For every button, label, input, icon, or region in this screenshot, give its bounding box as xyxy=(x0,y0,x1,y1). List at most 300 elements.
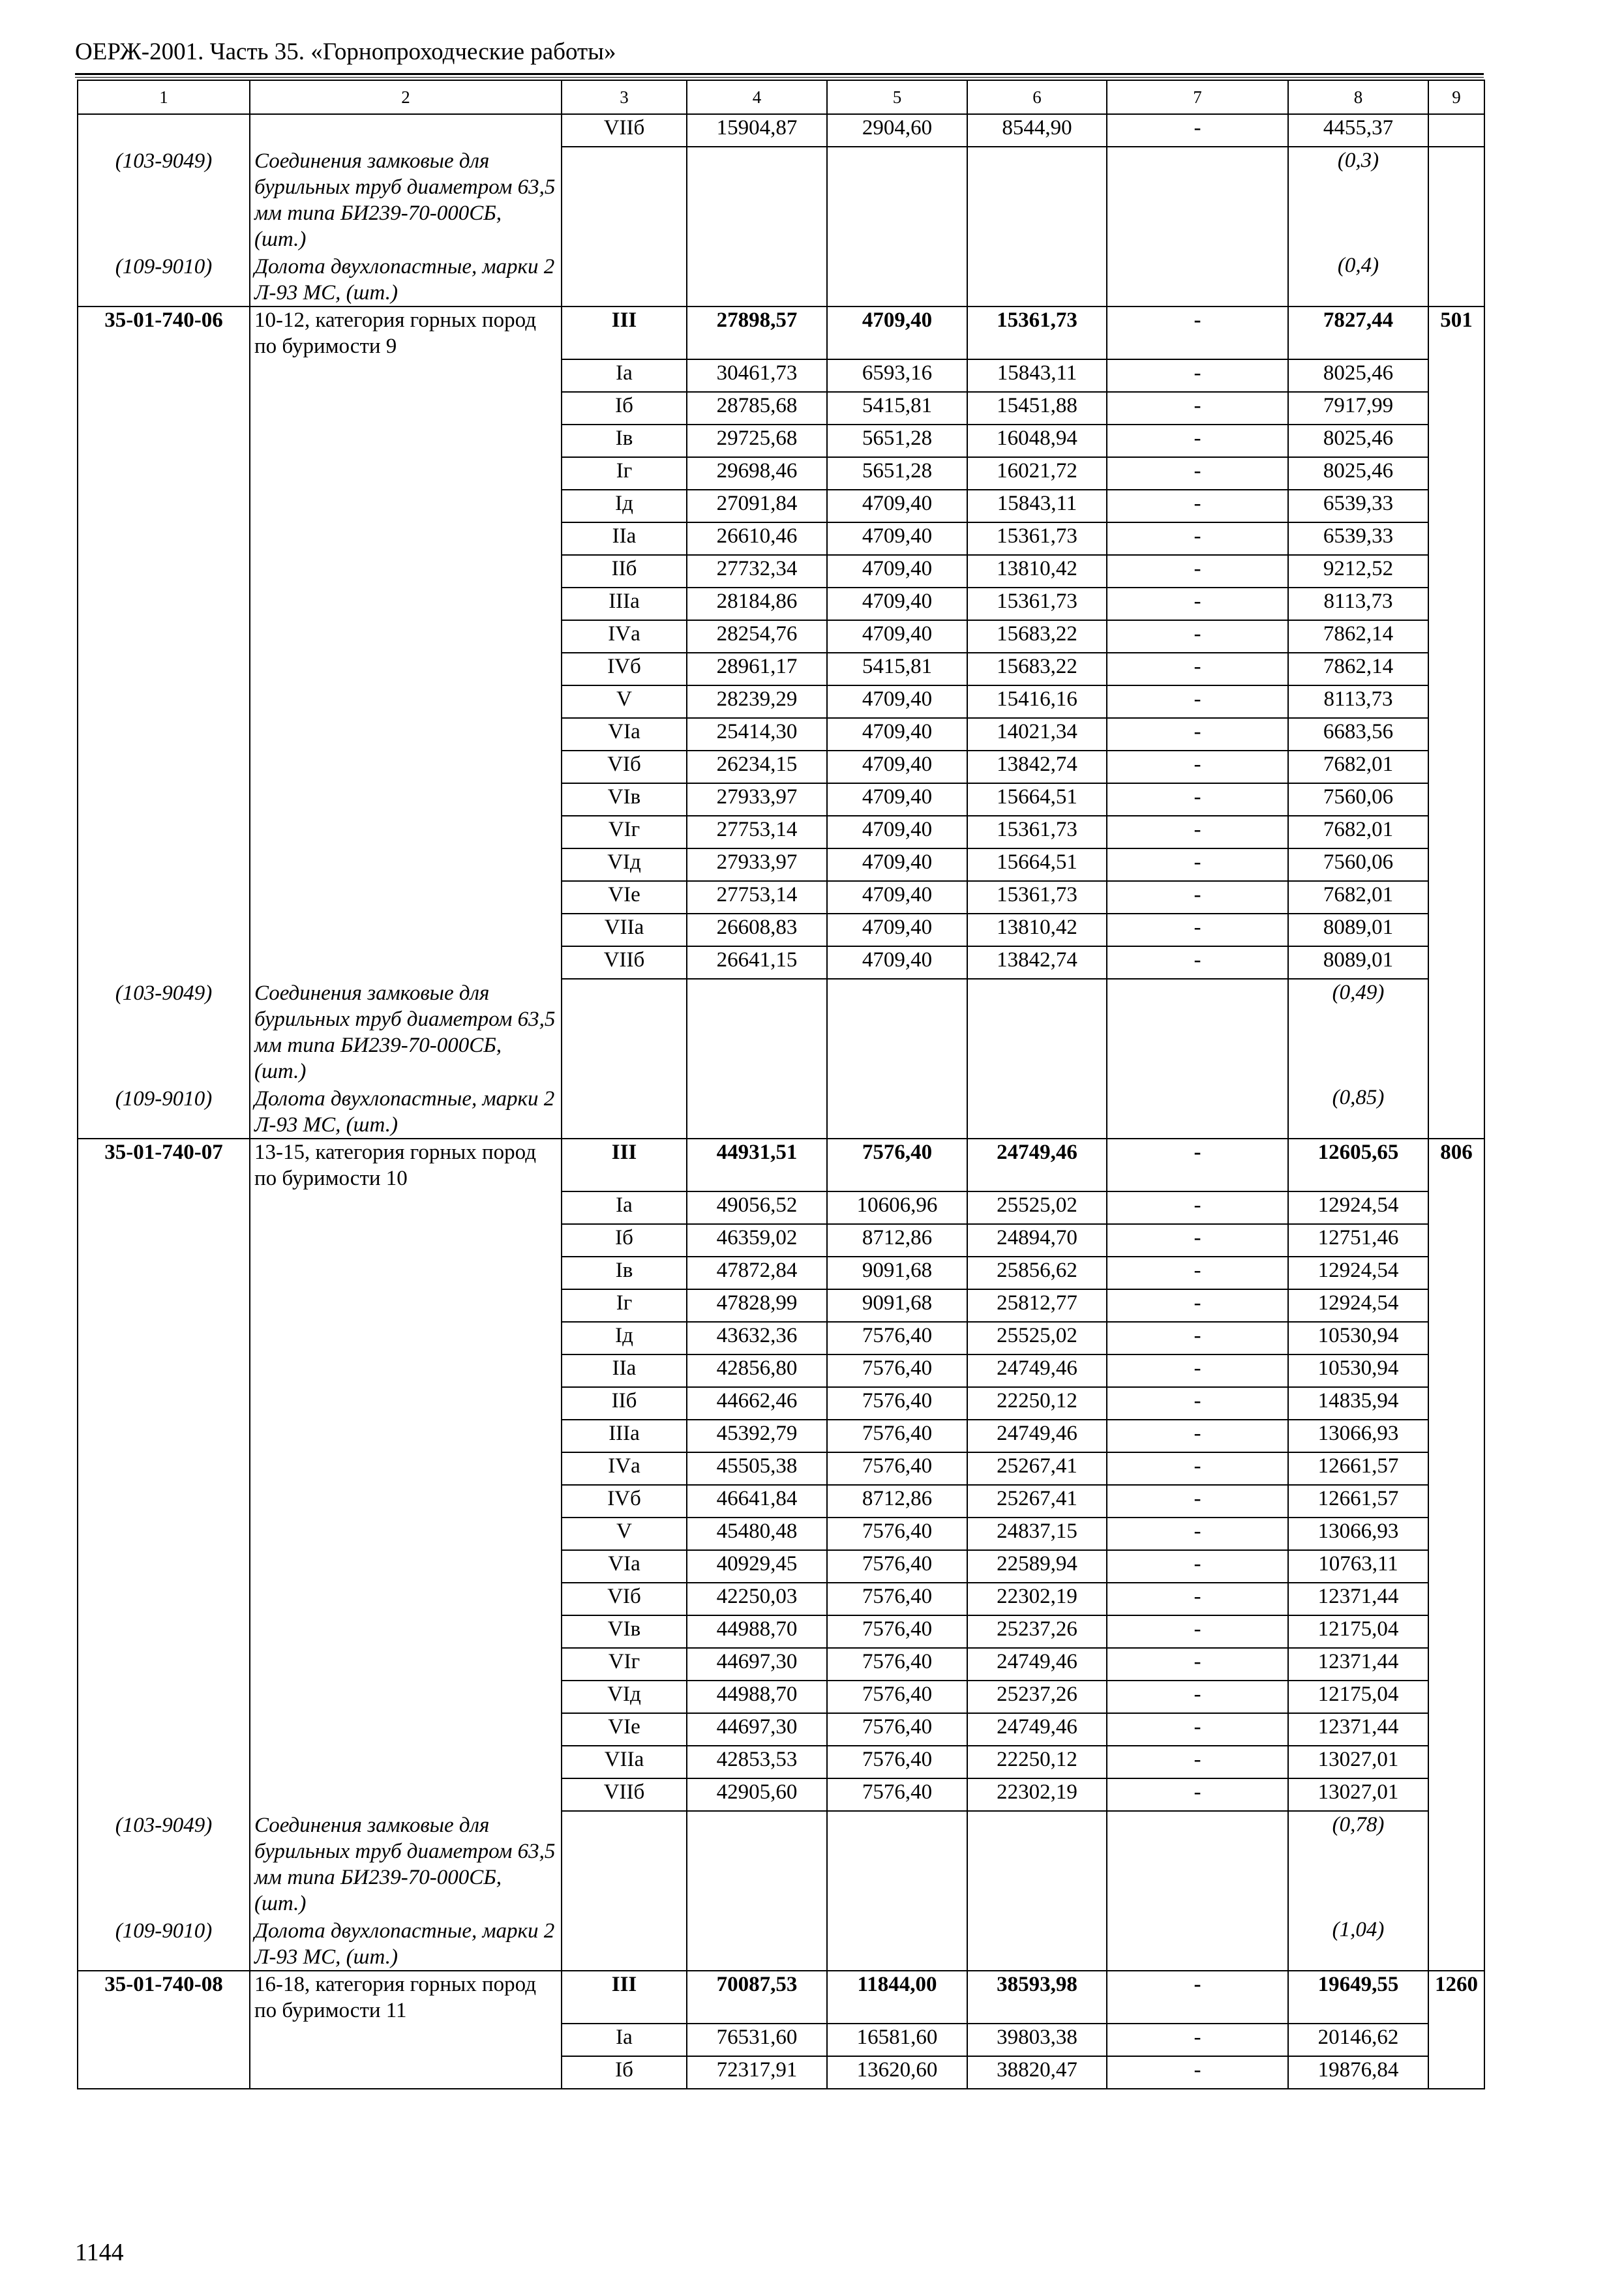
zone-cell: VIе xyxy=(562,1713,687,1746)
direct-cost-cell: 29725,68 xyxy=(687,425,827,457)
column-number: 2 xyxy=(250,80,562,114)
driver-wages-cell: - xyxy=(1107,751,1288,783)
zone-cell: III xyxy=(562,1971,687,2024)
driver-wages-cell: - xyxy=(1107,914,1288,946)
driver-wages-cell: - xyxy=(1107,588,1288,620)
zone-cell: Iб xyxy=(562,2056,687,2089)
rates-table-body xyxy=(78,80,1484,2089)
rate-description-cell xyxy=(250,914,562,946)
wages-cell: 4709,40 xyxy=(827,946,967,979)
zone-cell: Iд xyxy=(562,490,687,522)
table-row xyxy=(78,620,1484,653)
direct-cost-cell: 72317,91 xyxy=(687,2056,827,2089)
material-name-cell: Соединения замковые для бурильных труб диаметром 63,5 мм типа БИ239-70-000СБ, (шт.) xyxy=(250,147,562,252)
direct-cost-cell: 27753,14 xyxy=(687,881,827,914)
empty-cell xyxy=(687,1811,827,1917)
materials-cost-cell: 19876,84 xyxy=(1288,2056,1428,2089)
table-row xyxy=(78,1681,1484,1713)
wages-cell: 4709,40 xyxy=(827,588,967,620)
direct-cost-cell: 30461,73 xyxy=(687,359,827,392)
material-qty-cell: (1,04) xyxy=(1288,1917,1428,1971)
rate-description-cell xyxy=(250,620,562,653)
zone-cell: Iа xyxy=(562,359,687,392)
rate-description-cell xyxy=(250,1746,562,1778)
materials-cost-cell: 13027,01 xyxy=(1288,1778,1428,1811)
rate-code-cell xyxy=(78,1681,250,1713)
rate-code-cell xyxy=(78,1713,250,1746)
column-number: 1 xyxy=(78,80,250,114)
materials-cost-cell: 8089,01 xyxy=(1288,914,1428,946)
material-code-cell: (103-9049) xyxy=(78,147,250,252)
labor-cost-cell xyxy=(1428,1583,1484,1615)
direct-cost-cell: 25414,30 xyxy=(687,718,827,751)
labor-cost-cell xyxy=(1428,425,1484,457)
direct-cost-cell: 44988,70 xyxy=(687,1615,827,1648)
rate-code-cell xyxy=(78,1322,250,1354)
driver-wages-cell: - xyxy=(1107,1139,1288,1191)
zone-cell: Iб xyxy=(562,1224,687,1257)
rate-description-cell xyxy=(250,685,562,718)
machinery-cell: 38820,47 xyxy=(967,2056,1107,2089)
labor-cost-cell xyxy=(1428,1778,1484,1811)
rate-code-cell xyxy=(78,457,250,490)
rate-description-cell xyxy=(250,1615,562,1648)
zone-cell: Iа xyxy=(562,1191,687,1224)
zone-cell: VIIа xyxy=(562,1746,687,1778)
table-row xyxy=(78,490,1484,522)
rate-description-cell xyxy=(250,555,562,588)
table-row xyxy=(78,457,1484,490)
empty-cell xyxy=(562,1811,687,1917)
rate-description-cell xyxy=(250,1420,562,1452)
rate-description-cell xyxy=(250,1191,562,1224)
direct-cost-cell: 44931,51 xyxy=(687,1139,827,1191)
labor-cost-cell xyxy=(1428,751,1484,783)
zone-cell: Iб xyxy=(562,392,687,425)
labor-cost-cell xyxy=(1428,1648,1484,1681)
driver-wages-cell: - xyxy=(1107,2024,1288,2056)
machinery-cell: 39803,38 xyxy=(967,2024,1107,2056)
labor-cost-cell: 806 xyxy=(1428,1139,1484,1191)
wages-cell: 7576,40 xyxy=(827,1681,967,1713)
table-row xyxy=(78,1322,1484,1354)
zone-cell: VIб xyxy=(562,1583,687,1615)
wages-cell: 11844,00 xyxy=(827,1971,967,2024)
machinery-cell: 25856,62 xyxy=(967,1257,1107,1289)
wages-cell: 5651,28 xyxy=(827,457,967,490)
material-row xyxy=(78,1917,1484,1971)
empty-cell xyxy=(250,114,562,147)
rate-code-cell: 35-01-740-06 xyxy=(78,307,250,359)
table-row xyxy=(78,114,1484,147)
machinery-cell: 15843,11 xyxy=(967,359,1107,392)
machinery-cell: 24749,46 xyxy=(967,1139,1107,1191)
direct-cost-cell: 27933,97 xyxy=(687,848,827,881)
empty-cell xyxy=(1428,979,1484,1085)
driver-wages-cell: - xyxy=(1107,783,1288,816)
rate-description-cell xyxy=(250,1289,562,1322)
rate-description-cell xyxy=(250,881,562,914)
empty-cell xyxy=(827,979,967,1085)
zone-cell: VIд xyxy=(562,848,687,881)
machinery-cell: 24894,70 xyxy=(967,1224,1107,1257)
labor-cost-cell xyxy=(1428,946,1484,979)
materials-cost-cell: 13066,93 xyxy=(1288,1420,1428,1452)
direct-cost-cell: 27753,14 xyxy=(687,816,827,848)
rate-code-cell xyxy=(78,2056,250,2089)
table-row xyxy=(78,307,1484,359)
table-row xyxy=(78,522,1484,555)
labor-cost-cell xyxy=(1428,1615,1484,1648)
wages-cell: 4709,40 xyxy=(827,816,967,848)
direct-cost-cell: 28239,29 xyxy=(687,685,827,718)
zone-cell: VIб xyxy=(562,751,687,783)
materials-cost-cell: 12751,46 xyxy=(1288,1224,1428,1257)
rate-description-cell xyxy=(250,2056,562,2089)
zone-cell: VIв xyxy=(562,783,687,816)
table-row xyxy=(78,718,1484,751)
driver-wages-cell: - xyxy=(1107,1778,1288,1811)
zone-cell: IIб xyxy=(562,1387,687,1420)
driver-wages-cell: - xyxy=(1107,555,1288,588)
wages-cell: 7576,40 xyxy=(827,1778,967,1811)
zone-cell: VIа xyxy=(562,1550,687,1583)
rate-description-cell xyxy=(250,1257,562,1289)
driver-wages-cell: - xyxy=(1107,816,1288,848)
header-rule-thin xyxy=(75,77,1484,78)
driver-wages-cell: - xyxy=(1107,425,1288,457)
rate-description-cell xyxy=(250,392,562,425)
table-row xyxy=(78,946,1484,979)
wages-cell: 5651,28 xyxy=(827,425,967,457)
rate-description-cell xyxy=(250,1322,562,1354)
material-row xyxy=(78,1085,1484,1139)
wages-cell: 4709,40 xyxy=(827,307,967,359)
zone-cell: Iв xyxy=(562,425,687,457)
materials-cost-cell: 8025,46 xyxy=(1288,425,1428,457)
empty-cell xyxy=(562,1917,687,1971)
machinery-cell: 15361,73 xyxy=(967,522,1107,555)
rate-description-cell xyxy=(250,1452,562,1485)
rate-description-cell xyxy=(250,359,562,392)
rate-code-cell xyxy=(78,1452,250,1485)
empty-cell xyxy=(1428,114,1484,147)
value-cell: 8544,90 xyxy=(967,114,1107,147)
empty-cell xyxy=(967,979,1107,1085)
rate-description-cell xyxy=(250,1681,562,1713)
direct-cost-cell: 42250,03 xyxy=(687,1583,827,1615)
rate-description-cell xyxy=(250,1648,562,1681)
machinery-cell: 22302,19 xyxy=(967,1583,1107,1615)
empty-cell xyxy=(562,1085,687,1139)
value-cell: 2904,60 xyxy=(827,114,967,147)
table-row xyxy=(78,1257,1484,1289)
materials-cost-cell: 12175,04 xyxy=(1288,1615,1428,1648)
wages-cell: 4709,40 xyxy=(827,522,967,555)
rate-description-cell xyxy=(250,1387,562,1420)
wages-cell: 9091,68 xyxy=(827,1257,967,1289)
zone-cell: Iв xyxy=(562,1257,687,1289)
direct-cost-cell: 28254,76 xyxy=(687,620,827,653)
table-row xyxy=(78,751,1484,783)
machinery-cell: 16021,72 xyxy=(967,457,1107,490)
materials-cost-cell: 13027,01 xyxy=(1288,1746,1428,1778)
wages-cell: 13620,60 xyxy=(827,2056,967,2089)
column-number: 5 xyxy=(827,80,967,114)
labor-cost-cell xyxy=(1428,816,1484,848)
rate-code-cell: 35-01-740-07 xyxy=(78,1139,250,1191)
machinery-cell: 25812,77 xyxy=(967,1289,1107,1322)
rate-code-cell xyxy=(78,2024,250,2056)
empty-cell xyxy=(1107,252,1288,307)
direct-cost-cell: 43632,36 xyxy=(687,1322,827,1354)
materials-cost-cell: 8025,46 xyxy=(1288,359,1428,392)
machinery-cell: 16048,94 xyxy=(967,425,1107,457)
direct-cost-cell: 26608,83 xyxy=(687,914,827,946)
wages-cell: 4709,40 xyxy=(827,490,967,522)
driver-wages-cell: - xyxy=(1107,1681,1288,1713)
driver-wages-cell: - xyxy=(1107,1648,1288,1681)
driver-wages-cell: - xyxy=(1107,1452,1288,1485)
wages-cell: 4709,40 xyxy=(827,555,967,588)
machinery-cell: 15843,11 xyxy=(967,490,1107,522)
direct-cost-cell: 28785,68 xyxy=(687,392,827,425)
zone-cell: III xyxy=(562,1139,687,1191)
rate-code-cell xyxy=(78,1485,250,1518)
materials-cost-cell: 10530,94 xyxy=(1288,1354,1428,1387)
machinery-cell: 15683,22 xyxy=(967,653,1107,685)
rates-table xyxy=(77,80,1485,2089)
column-number: 7 xyxy=(1107,80,1288,114)
machinery-cell: 15416,16 xyxy=(967,685,1107,718)
table-row xyxy=(78,1485,1484,1518)
direct-cost-cell: 47872,84 xyxy=(687,1257,827,1289)
table-row xyxy=(78,2056,1484,2089)
labor-cost-cell xyxy=(1428,620,1484,653)
direct-cost-cell: 27933,97 xyxy=(687,783,827,816)
rate-code-cell xyxy=(78,1518,250,1550)
material-name-cell: Долота двухлопастные, марки 2 Л-93 МС, (шт.) xyxy=(250,252,562,307)
materials-cost-cell: 8113,73 xyxy=(1288,588,1428,620)
rate-description-cell xyxy=(250,588,562,620)
materials-cost-cell: 12175,04 xyxy=(1288,1681,1428,1713)
materials-cost-cell: 7682,01 xyxy=(1288,751,1428,783)
rate-code-cell xyxy=(78,816,250,848)
column-number: 3 xyxy=(562,80,687,114)
machinery-cell: 24749,46 xyxy=(967,1713,1107,1746)
table-row xyxy=(78,1452,1484,1485)
rate-code-cell xyxy=(78,588,250,620)
direct-cost-cell: 46641,84 xyxy=(687,1485,827,1518)
machinery-cell: 22250,12 xyxy=(967,1387,1107,1420)
labor-cost-cell xyxy=(1428,783,1484,816)
page-header-title: ОЕРЖ-2001. Часть 35. «Горнопроходческие работы» xyxy=(75,38,616,65)
material-qty-cell: (0,78) xyxy=(1288,1811,1428,1917)
direct-cost-cell: 45480,48 xyxy=(687,1518,827,1550)
zone-cell: IIIа xyxy=(562,1420,687,1452)
labor-cost-cell xyxy=(1428,1191,1484,1224)
rate-code-cell xyxy=(78,685,250,718)
rate-code-cell xyxy=(78,1778,250,1811)
driver-wages-cell: - xyxy=(1107,1583,1288,1615)
materials-cost-cell: 6683,56 xyxy=(1288,718,1428,751)
page-number: 1144 xyxy=(75,2239,124,2266)
zone-cell: IVа xyxy=(562,620,687,653)
wages-cell: 8712,86 xyxy=(827,1485,967,1518)
labor-cost-cell xyxy=(1428,392,1484,425)
table-row xyxy=(78,1648,1484,1681)
labor-cost-cell xyxy=(1428,1387,1484,1420)
labor-cost-cell xyxy=(1428,1681,1484,1713)
driver-wages-cell: - xyxy=(1107,1746,1288,1778)
materials-cost-cell: 6539,33 xyxy=(1288,490,1428,522)
material-code-cell: (103-9049) xyxy=(78,1811,250,1917)
wages-cell: 7576,40 xyxy=(827,1322,967,1354)
machinery-cell: 24749,46 xyxy=(967,1648,1107,1681)
rate-code-cell xyxy=(78,1191,250,1224)
rate-description-cell: 16-18, категория горных пород по буримости 11 xyxy=(250,1971,562,2024)
labor-cost-cell xyxy=(1428,1224,1484,1257)
materials-cost-cell: 7862,14 xyxy=(1288,620,1428,653)
rate-code-cell xyxy=(78,555,250,588)
wages-cell: 16581,60 xyxy=(827,2024,967,2056)
table-row xyxy=(78,1713,1484,1746)
driver-wages-cell: - xyxy=(1107,848,1288,881)
direct-cost-cell: 28184,86 xyxy=(687,588,827,620)
material-code-cell: (103-9049) xyxy=(78,979,250,1085)
material-name-cell: Соединения замковые для бурильных труб диаметром 63,5 мм типа БИ239-70-000СБ, (шт.) xyxy=(250,1811,562,1917)
machinery-cell: 24837,15 xyxy=(967,1518,1107,1550)
wages-cell: 4709,40 xyxy=(827,718,967,751)
labor-cost-cell xyxy=(1428,653,1484,685)
empty-cell xyxy=(967,252,1107,307)
labor-cost-cell xyxy=(1428,522,1484,555)
materials-cost-cell: 12371,44 xyxy=(1288,1583,1428,1615)
zone-cell: VIг xyxy=(562,816,687,848)
materials-cost-cell: 6539,33 xyxy=(1288,522,1428,555)
zone-cell: VIIб xyxy=(562,946,687,979)
material-name-cell: Долота двухлопастные, марки 2 Л-93 МС, (шт.) xyxy=(250,1085,562,1139)
labor-cost-cell xyxy=(1428,1550,1484,1583)
driver-wages-cell: - xyxy=(1107,1518,1288,1550)
labor-cost-cell xyxy=(1428,718,1484,751)
empty-cell xyxy=(1428,252,1484,307)
rate-code-cell: 35-01-740-08 xyxy=(78,1971,250,2024)
machinery-cell: 25267,41 xyxy=(967,1452,1107,1485)
empty-cell xyxy=(827,147,967,252)
wages-cell: 7576,40 xyxy=(827,1550,967,1583)
machinery-cell: 25525,02 xyxy=(967,1322,1107,1354)
direct-cost-cell: 28961,17 xyxy=(687,653,827,685)
empty-cell xyxy=(1107,1917,1288,1971)
labor-cost-cell xyxy=(1428,457,1484,490)
rate-code-cell xyxy=(78,359,250,392)
driver-wages-cell: - xyxy=(1107,620,1288,653)
direct-cost-cell: 76531,60 xyxy=(687,2024,827,2056)
driver-wages-cell: - xyxy=(1107,1971,1288,2024)
wages-cell: 7576,40 xyxy=(827,1713,967,1746)
labor-cost-cell: 501 xyxy=(1428,307,1484,359)
header-rule xyxy=(75,73,1484,75)
empty-cell xyxy=(827,1917,967,1971)
machinery-cell: 38593,98 xyxy=(967,1971,1107,2024)
direct-cost-cell: 70087,53 xyxy=(687,1971,827,2024)
labor-cost-cell xyxy=(1428,1746,1484,1778)
empty-cell xyxy=(1107,1085,1288,1139)
labor-cost-cell xyxy=(1428,1322,1484,1354)
rate-code-cell xyxy=(78,1746,250,1778)
table-row xyxy=(78,881,1484,914)
wages-cell: 7576,40 xyxy=(827,1139,967,1191)
zone-cell: Iд xyxy=(562,1322,687,1354)
table-row xyxy=(78,816,1484,848)
wages-cell: 7576,40 xyxy=(827,1583,967,1615)
materials-cost-cell: 12371,44 xyxy=(1288,1713,1428,1746)
rate-code-cell xyxy=(78,848,250,881)
materials-cost-cell: 12661,57 xyxy=(1288,1452,1428,1485)
wages-cell: 4709,40 xyxy=(827,783,967,816)
machinery-cell: 15361,73 xyxy=(967,588,1107,620)
table-row xyxy=(78,783,1484,816)
material-qty-cell: (0,4) xyxy=(1288,252,1428,307)
machinery-cell: 15451,88 xyxy=(967,392,1107,425)
material-row xyxy=(78,147,1484,252)
materials-cost-cell: 19649,55 xyxy=(1288,1971,1428,2024)
materials-cost-cell: 12924,54 xyxy=(1288,1191,1428,1224)
labor-cost-cell xyxy=(1428,555,1484,588)
materials-cost-cell: 7560,06 xyxy=(1288,848,1428,881)
wages-cell: 7576,40 xyxy=(827,1420,967,1452)
rate-description-cell xyxy=(250,1713,562,1746)
direct-cost-cell: 49056,52 xyxy=(687,1191,827,1224)
machinery-cell: 13810,42 xyxy=(967,555,1107,588)
empty-cell xyxy=(967,1085,1107,1139)
labor-cost-cell xyxy=(1428,1713,1484,1746)
rate-code-cell xyxy=(78,490,250,522)
materials-cost-cell: 7917,99 xyxy=(1288,392,1428,425)
empty-cell xyxy=(78,114,250,147)
driver-wages-cell: - xyxy=(1107,359,1288,392)
machinery-cell: 25237,26 xyxy=(967,1681,1107,1713)
machinery-cell: 15664,51 xyxy=(967,783,1107,816)
zone-cell: VIIа xyxy=(562,914,687,946)
direct-cost-cell: 26610,46 xyxy=(687,522,827,555)
table-row xyxy=(78,1971,1484,2024)
driver-wages-cell: - xyxy=(1107,457,1288,490)
table-row xyxy=(78,425,1484,457)
driver-wages-cell: - xyxy=(1107,1615,1288,1648)
direct-cost-cell: 27091,84 xyxy=(687,490,827,522)
zone-cell: IVа xyxy=(562,1452,687,1485)
rate-description-cell xyxy=(250,783,562,816)
machinery-cell: 24749,46 xyxy=(967,1354,1107,1387)
zone-cell: V xyxy=(562,685,687,718)
labor-cost-cell xyxy=(1428,1354,1484,1387)
material-code-cell: (109-9010) xyxy=(78,1917,250,1971)
zone-cell: VIд xyxy=(562,1681,687,1713)
materials-cost-cell: 12924,54 xyxy=(1288,1289,1428,1322)
driver-wages-cell: - xyxy=(1107,392,1288,425)
table-row xyxy=(78,555,1484,588)
empty-cell xyxy=(967,1917,1107,1971)
wages-cell: 4709,40 xyxy=(827,848,967,881)
machinery-cell: 15361,73 xyxy=(967,881,1107,914)
machinery-cell: 15361,73 xyxy=(967,816,1107,848)
table-row xyxy=(78,653,1484,685)
empty-cell xyxy=(687,979,827,1085)
table-row xyxy=(78,1615,1484,1648)
driver-wages-cell: - xyxy=(1107,1387,1288,1420)
